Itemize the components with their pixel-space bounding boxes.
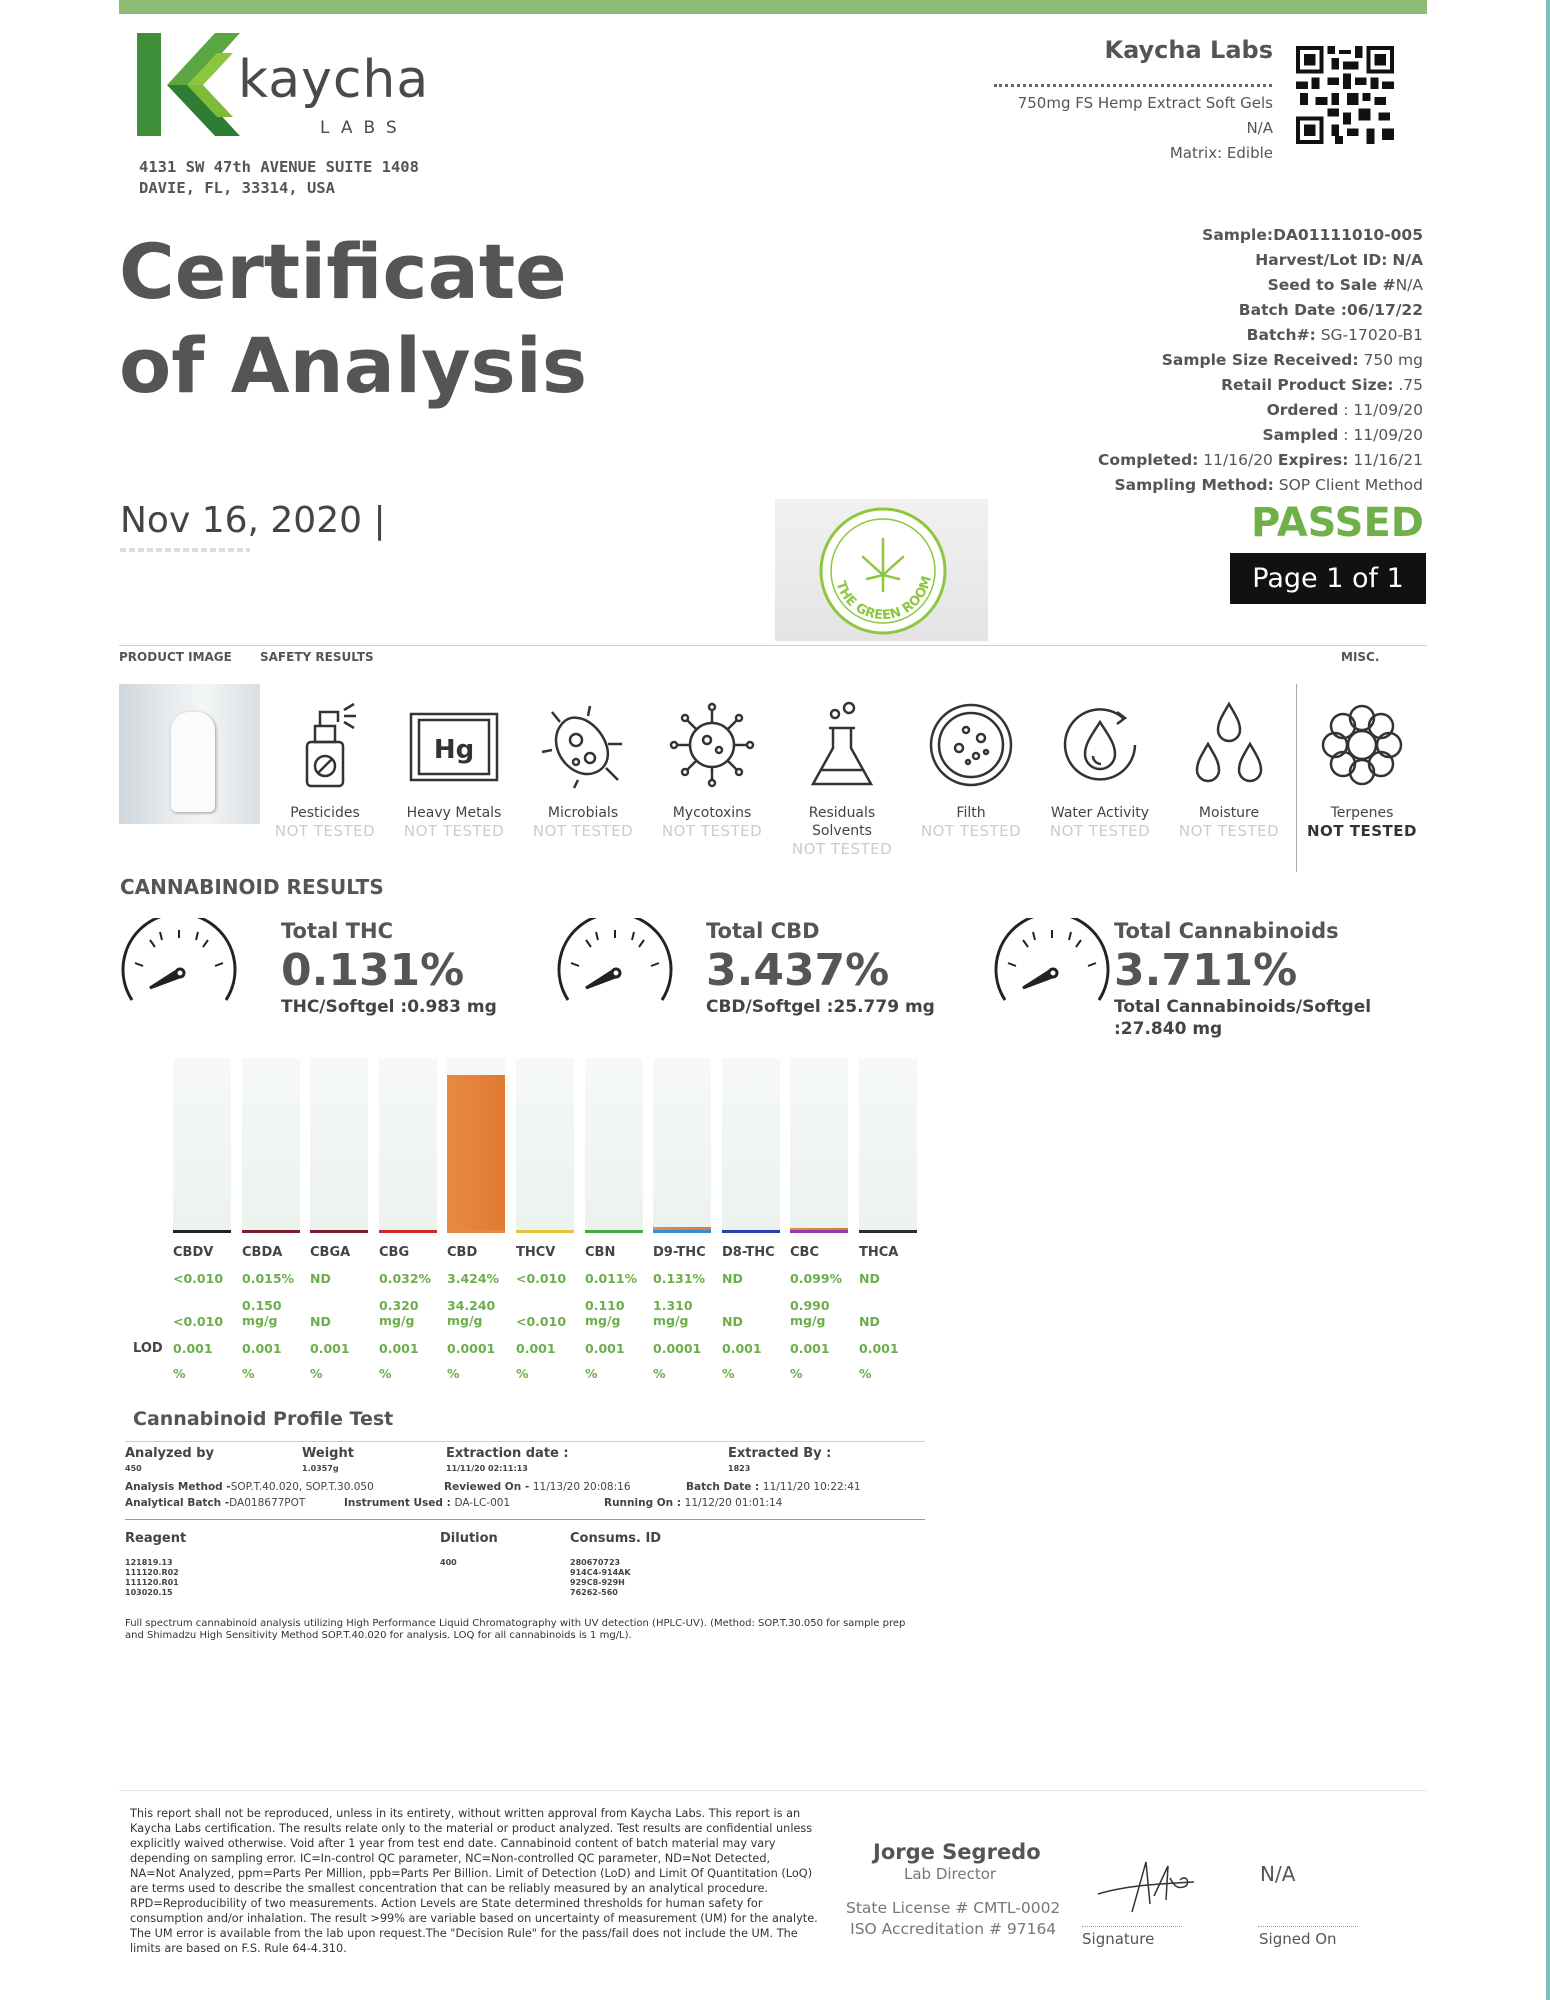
logo-subtitle: LABS xyxy=(320,118,408,138)
total-thc-value: 0.131% xyxy=(281,945,465,996)
profile-batch-date: Batch Date : 11/11/20 10:22:41 xyxy=(686,1481,861,1493)
bar-track-cbg xyxy=(379,1058,437,1233)
safety-status: NOT TESTED xyxy=(532,822,634,840)
safety-label: Water Activity xyxy=(1050,805,1150,821)
category-label: CBG xyxy=(379,1245,410,1260)
mgg-value: ND xyxy=(722,1314,743,1329)
thc-gauge-icon xyxy=(120,918,238,1008)
mgg-value: <0.010 xyxy=(173,1314,224,1329)
lod-unit: % xyxy=(516,1366,529,1381)
misc-label: MISC. xyxy=(1341,650,1380,664)
category-label: CBDA xyxy=(242,1245,283,1260)
lod-value: 0.0001 xyxy=(447,1341,496,1356)
mgg-value: 0.320 mg/g xyxy=(379,1298,419,1328)
dilution-label: Dilution xyxy=(440,1531,498,1546)
footer-divider xyxy=(119,1790,1427,1791)
seed-row: Seed to Sale #N/A xyxy=(1267,276,1423,294)
lod-value: 0.001 xyxy=(310,1341,350,1356)
sample-details xyxy=(1098,223,1423,498)
signature-line xyxy=(1082,1926,1182,1927)
thc-per-softgel: THC/Softgel :0.983 mg xyxy=(281,997,497,1017)
reviewed-on: Reviewed On - 11/13/20 20:08:16 xyxy=(444,1481,631,1493)
bar-track-cbda xyxy=(242,1058,300,1233)
reagent-label: Reagent xyxy=(125,1531,187,1546)
cannabinoid-results-heading: CANNABINOID RESULTS xyxy=(120,875,384,899)
status-passed: PASSED xyxy=(1251,500,1424,546)
top-accent-bar xyxy=(119,0,1427,14)
safety-status: NOT TESTED xyxy=(1178,822,1280,840)
safety-moisture xyxy=(1169,700,1289,840)
total-cannabinoids-value: 3.711% xyxy=(1114,945,1298,996)
signed-on-label: Signed On xyxy=(1259,1930,1337,1948)
instrument-used: Instrument Used : DA-LC-001 xyxy=(344,1497,511,1509)
bar-baseline-cbc xyxy=(790,1230,848,1233)
kaycha-logo-icon xyxy=(137,33,240,136)
batch-date-row: Batch Date :06/17/22 xyxy=(1238,301,1423,319)
lod-value: 0.0001 xyxy=(653,1341,702,1356)
weight-label: Weight xyxy=(302,1446,354,1461)
profile-divider-2 xyxy=(125,1519,925,1520)
title-line-1: Certificate xyxy=(119,227,567,316)
petri-dish-icon xyxy=(926,700,1016,790)
safety-label: Filth xyxy=(956,805,986,821)
safety-label: Pesticides xyxy=(290,805,360,821)
misc-terpenes xyxy=(1302,700,1422,840)
report-date: Nov 16, 2020 | xyxy=(120,500,386,541)
director-name: Jorge Segredo xyxy=(873,1840,1041,1864)
logo-wordmark: kaycha xyxy=(238,50,430,110)
percent-value: 0.131% xyxy=(653,1271,706,1286)
header-divider xyxy=(119,645,1427,646)
safety-filth xyxy=(911,700,1031,840)
total-cbd-label: Total CBD xyxy=(706,919,820,943)
director-title: Lab Director xyxy=(904,1865,997,1883)
green-room-stamp-icon xyxy=(775,499,988,641)
analyzed-by-value: 450 xyxy=(125,1464,142,1473)
bar-baseline-d8-thc xyxy=(722,1230,780,1233)
category-label: CBD xyxy=(447,1245,478,1260)
client-logo xyxy=(775,499,988,641)
mgg-value: 0.990 mg/g xyxy=(790,1298,830,1328)
sampling-method-row: Sampling Method: SOP Client Method xyxy=(1114,476,1423,494)
bar-baseline-cbga xyxy=(310,1230,368,1233)
safety-label: Residuals Solvents xyxy=(808,805,876,839)
bar-baseline-cbn xyxy=(585,1230,643,1233)
safety-microbials xyxy=(523,700,643,840)
lod-value: 0.001 xyxy=(516,1341,556,1356)
dilution-value: 400 xyxy=(440,1558,457,1567)
percent-value: ND xyxy=(859,1271,880,1286)
virus-icon xyxy=(667,700,757,790)
lod-unit: % xyxy=(790,1366,803,1381)
sample-id: DA01111010-005 xyxy=(1273,226,1423,244)
lab-name: Kaycha Labs xyxy=(1104,36,1273,64)
signature-label: Signature xyxy=(1082,1930,1155,1948)
total-cannabinoids-per-softgel: Total Cannabinoids/Softgel :27.840 mg xyxy=(1114,997,1372,1039)
lod-unit: % xyxy=(379,1366,392,1381)
page-indicator: Page 1 of 1 xyxy=(1230,553,1426,604)
state-license: State License # CMTL-0002 xyxy=(846,1899,1061,1917)
percent-value: ND xyxy=(722,1271,743,1286)
lod-value: 0.001 xyxy=(722,1341,762,1356)
category-label: CBDV xyxy=(173,1245,214,1260)
consums-list: 280670723 914C4-914AK 929C8-929H 76262-560 xyxy=(570,1558,631,1597)
safety-label: Moisture xyxy=(1198,805,1260,821)
category-label: CBGA xyxy=(310,1245,351,1260)
svg-text:Hg: Hg xyxy=(433,735,475,765)
percent-value: 0.011% xyxy=(585,1271,638,1286)
mgg-value: <0.010 xyxy=(516,1314,567,1329)
flask-icon xyxy=(797,700,887,790)
lod-value: 0.001 xyxy=(379,1341,419,1356)
percent-value: 0.099% xyxy=(790,1271,843,1286)
category-label: CBN xyxy=(585,1245,616,1260)
signed-on-value: N/A xyxy=(1260,1862,1296,1886)
safety-label: Terpenes xyxy=(1330,805,1394,821)
sample-id-row: Sample:DA01111010-005 xyxy=(1202,226,1423,244)
mgg-value: ND xyxy=(310,1314,331,1329)
bar-track-cbc xyxy=(790,1058,848,1233)
lod-unit: % xyxy=(653,1366,666,1381)
lod-value: 0.001 xyxy=(585,1341,625,1356)
safety-status: NOT TESTED xyxy=(1307,822,1417,840)
consums-label: Consums. ID xyxy=(570,1531,662,1546)
water-drop-icon xyxy=(1055,700,1145,790)
safety-label: Microbials xyxy=(547,805,619,821)
right-edge-rule xyxy=(1546,0,1550,2000)
lod-value: 0.001 xyxy=(859,1341,899,1356)
qr-code-icon[interactable] xyxy=(1296,46,1394,144)
safety-status: NOT TESTED xyxy=(274,822,376,840)
bar-baseline-thca xyxy=(859,1230,917,1233)
page-title xyxy=(119,225,587,413)
mgg-value: 1.310 mg/g xyxy=(653,1298,693,1328)
profile-divider xyxy=(125,1441,925,1442)
bar-track-thcv xyxy=(516,1058,574,1233)
svg-text:THE GREEN ROOM: THE GREEN ROOM xyxy=(832,574,935,624)
bar-cbd xyxy=(447,1075,505,1233)
completed-row: Completed: 11/16/20 Expires: 11/16/21 xyxy=(1098,451,1423,469)
extracted-by-label: Extracted By : xyxy=(728,1446,832,1461)
bar-baseline-cbd xyxy=(447,1230,505,1233)
bar-baseline-cbdv xyxy=(173,1230,231,1233)
extraction-date-value: 11/11/20 02:11:13 xyxy=(446,1464,528,1473)
lod-unit: % xyxy=(585,1366,598,1381)
profile-title: Cannabinoid Profile Test xyxy=(133,1408,394,1430)
retail-size-row: Retail Product Size: .75 xyxy=(1221,376,1423,394)
signature-image xyxy=(1094,1856,1204,1916)
product-name: 750mg FS Hemp Extract Soft Gels xyxy=(1017,94,1273,112)
total-thc-label: Total THC xyxy=(281,919,393,943)
reagent-list: 121819.13 111120.R02 111120.R01 103020.15 xyxy=(125,1558,179,1597)
bar-baseline-d9-thc xyxy=(653,1230,711,1233)
sample-size-row: Sample Size Received: 750 mg xyxy=(1161,351,1423,369)
cbd-per-softgel: CBD/Softgel :25.779 mg xyxy=(706,997,935,1017)
total-gauge-icon xyxy=(993,918,1111,1008)
iso-accreditation: ISO Accreditation # 97164 xyxy=(850,1920,1057,1938)
bar-track-thca xyxy=(859,1058,917,1233)
extraction-date-label: Extraction date : xyxy=(446,1446,569,1461)
signed-on-line xyxy=(1258,1926,1358,1927)
bar-track-cbn xyxy=(585,1058,643,1233)
lod-value: 0.001 xyxy=(790,1341,830,1356)
lod-unit: % xyxy=(447,1366,460,1381)
safety-status: NOT TESTED xyxy=(1049,822,1151,840)
harvest-row: Harvest/Lot ID: N/A xyxy=(1255,251,1423,269)
extracted-by-value: 1823 xyxy=(728,1464,751,1473)
safety-mycotoxins xyxy=(652,700,772,840)
product-image-label: PRODUCT IMAGE xyxy=(119,650,232,664)
lod-unit: % xyxy=(242,1366,255,1381)
bar-track-cbga xyxy=(310,1058,368,1233)
percent-value: 0.032% xyxy=(379,1271,432,1286)
category-label: D8-THC xyxy=(722,1245,775,1260)
address-line-1: 4131 SW 47th AVENUE SUITE 1408 xyxy=(139,158,419,176)
percent-value: <0.010 xyxy=(173,1271,224,1286)
safety-results-label: SAFETY RESULTS xyxy=(260,650,374,664)
dotted-divider xyxy=(994,84,1272,87)
total-cannabinoids-label: Total Cannabinoids xyxy=(1114,919,1339,943)
lod-unit: % xyxy=(173,1366,186,1381)
droplets-icon xyxy=(1184,700,1274,790)
safety-pesticides xyxy=(265,700,385,840)
safety-label: Heavy Metals xyxy=(406,805,502,821)
lab-address xyxy=(139,157,419,199)
bar-track-cbdv xyxy=(173,1058,231,1233)
bar-track-d9-thc xyxy=(653,1058,711,1233)
mgg-value: 0.150 mg/g xyxy=(242,1298,282,1328)
flower-icon xyxy=(1317,700,1407,790)
percent-value: <0.010 xyxy=(516,1271,567,1286)
safety-status: NOT TESTED xyxy=(920,822,1022,840)
percent-value: 0.015% xyxy=(242,1271,295,1286)
address-line-2: DAVIE, FL, 33314, USA xyxy=(139,179,335,197)
mgg-value: 34.240 mg/g xyxy=(447,1298,496,1328)
method-note: Full spectrum cannabinoid analysis utilizing High Performance Liquid Chromatography with UV detection (HPLC-UV). (Method: SOP.T.30.050 for sample prep and Shimadzu High Sensitivity Method SOP.T.40.020 for analysis. LOQ for all cannabinoids is 1 mg/L). xyxy=(125,1618,906,1641)
bar-baseline-cbda xyxy=(242,1230,300,1233)
bacteria-icon xyxy=(538,700,628,790)
category-label: THCA xyxy=(859,1245,899,1260)
title-line-2: of Analysis xyxy=(119,321,588,410)
percent-value: ND xyxy=(310,1271,331,1286)
sampled-row: Sampled : 11/09/20 xyxy=(1262,426,1423,444)
disclaimer: This report shall not be reproduced, unless in its entirety, without written approval from Kaycha Labs. This report is an Kaycha Labs certification. The results relate only to the material or product analyzed. Test results are confidential unless explicitly waived otherwise. Void after 1 year from test end date. Cannabinoid content of batch material may vary depending on sampling error. IC=In-control QC parameter, NC=Non-controlled QC parameter, ND=Not Detected, NA=Not Analyzed, ppm=Parts Per Million, ppb=Parts Per Billion. Limit of Detection (LoD) and Limit Of Quantitation (LoQ) are terms used to describe the smallest concentration that can be reliably measured by an analytical procedure. RPD=Reproducibility of two measurements. Action Levels are State determined thresholds for human safety for consumption and/or inhalation. The result >99% are variable based on uncertainty of measurement (UM) for the analyte. The UM error is available from the lab upon request.The "Decision Rule" for the pass/fail does not include the UM. The limits are based on F.S. Rule 64-4.310. xyxy=(130,1807,818,1955)
misc-divider xyxy=(1296,684,1297,872)
batch-row: Batch#: SG-17020-B1 xyxy=(1246,326,1423,344)
safety-residual-solvents xyxy=(782,700,902,858)
percent-value: 3.424% xyxy=(447,1271,500,1286)
mgg-value: 0.110 mg/g xyxy=(585,1298,625,1328)
hg-icon xyxy=(409,700,499,790)
product-matrix: Matrix: Edible xyxy=(1169,144,1273,162)
spray-bottle-icon xyxy=(280,700,370,790)
bar-track-d8-thc xyxy=(722,1058,780,1233)
lod-value: 0.001 xyxy=(173,1341,213,1356)
analysis-method: Analysis Method -SOP.T.40.020, SOP.T.30.050 xyxy=(125,1481,374,1493)
license-info xyxy=(846,1898,1060,1940)
category-label: CBC xyxy=(790,1245,819,1260)
bar-baseline-thcv xyxy=(516,1230,574,1233)
product-info xyxy=(1018,91,1273,166)
product-image xyxy=(119,684,260,824)
running-on: Running On : 11/12/20 01:01:14 xyxy=(604,1497,783,1509)
safety-heavy-metals xyxy=(394,700,514,840)
safety-status: NOT TESTED xyxy=(661,822,763,840)
date-subline xyxy=(120,548,250,552)
safety-water-activity xyxy=(1040,700,1160,840)
analyzed-by-label: Analyzed by xyxy=(125,1446,215,1461)
weight-value: 1.0357g xyxy=(302,1464,339,1473)
cbd-gauge-icon xyxy=(556,918,674,1008)
mgg-value: ND xyxy=(859,1314,880,1329)
analytical-batch: Analytical Batch -DA018677POT xyxy=(125,1497,306,1509)
lod-unit: % xyxy=(722,1366,735,1381)
total-cbd-value: 3.437% xyxy=(706,945,890,996)
safety-status: NOT TESTED xyxy=(791,840,893,858)
safety-label: Mycotoxins xyxy=(672,805,752,821)
safety-status: NOT TESTED xyxy=(403,822,505,840)
ordered-row: Ordered : 11/09/20 xyxy=(1266,401,1423,419)
category-label: THCV xyxy=(516,1245,556,1260)
lod-unit: % xyxy=(859,1366,872,1381)
lod-label: LOD xyxy=(133,1341,163,1356)
lod-unit: % xyxy=(310,1366,323,1381)
bar-baseline-cbg xyxy=(379,1230,437,1233)
lod-value: 0.001 xyxy=(242,1341,282,1356)
product-na: N/A xyxy=(1246,119,1273,137)
category-label: D9-THC xyxy=(653,1245,706,1260)
